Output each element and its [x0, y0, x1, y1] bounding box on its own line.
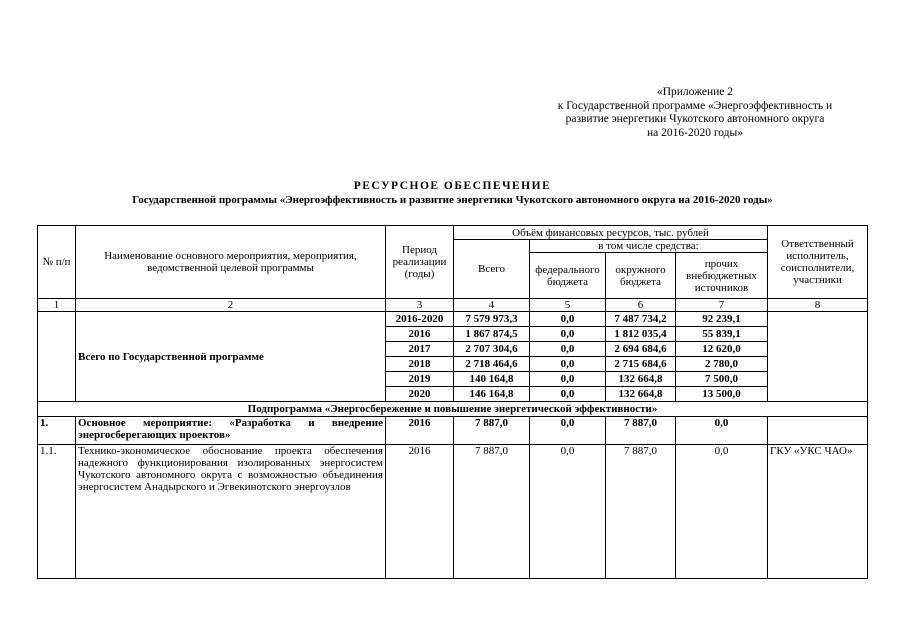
- total-responsible-cell: [768, 312, 868, 402]
- main-activity-num: 1.: [38, 417, 76, 445]
- total-row: [38, 312, 868, 327]
- total-num-cell: [38, 312, 76, 402]
- col-number: 8: [768, 299, 868, 312]
- header-volume: Объём финансовых ресурсов, тыс. рублей: [454, 226, 768, 240]
- col-number: 4: [454, 299, 530, 312]
- total-sum: 2 718 464,6: [454, 357, 530, 372]
- header-num: № п/п: [38, 226, 76, 299]
- resource-table: [37, 225, 868, 579]
- appendix-line-2: к Государственной программе «Энергоэффективность и: [557, 99, 833, 112]
- header-responsible: Ответственный исполнитель, соисполнители, участники: [768, 226, 868, 299]
- total-sum: 140 164,8: [454, 372, 530, 387]
- col-number: 5: [530, 299, 606, 312]
- total-district: 1 812 035,4: [606, 327, 676, 342]
- total-sum: 146 164,8: [454, 387, 530, 402]
- total-period: 2016: [386, 327, 454, 342]
- header-district: окружного бюджета: [606, 253, 676, 299]
- total-federal: 0,0: [530, 327, 606, 342]
- header-federal: федерального бюджета: [530, 253, 606, 299]
- activity-1-1-num: 1.1.: [38, 445, 76, 579]
- activity-1-1-district: 7 887,0: [606, 445, 676, 579]
- activity-1-1-period: 2016: [386, 445, 454, 579]
- total-period: 2016-2020: [386, 312, 454, 327]
- total-federal: 0,0: [530, 357, 606, 372]
- total-other: 55 839,1: [676, 327, 768, 342]
- activity-1-1-responsible: ГКУ «УКС ЧАО»: [768, 445, 868, 579]
- main-activity-row: [38, 417, 868, 445]
- total-district: 132 664,8: [606, 387, 676, 402]
- subprogram-row: [38, 402, 868, 417]
- main-activity-total: 7 887,0: [454, 417, 530, 445]
- total-other: 13 500,0: [676, 387, 768, 402]
- total-period: 2019: [386, 372, 454, 387]
- activity-1-1-total: 7 887,0: [454, 445, 530, 579]
- main-activity-other: 0,0: [676, 417, 768, 445]
- header-other: прочих внебюджетных источников: [676, 253, 768, 299]
- total-federal: 0,0: [530, 372, 606, 387]
- main-activity-period: 2016: [386, 417, 454, 445]
- total-district: 7 487 734,2: [606, 312, 676, 327]
- main-activity-name: Основное мероприятие: «Разработка и внедрение энергосберегающих проектов»: [76, 417, 386, 445]
- total-district: 2 694 684,6: [606, 342, 676, 357]
- col-number: 2: [76, 299, 386, 312]
- col-number: 7: [676, 299, 768, 312]
- activity-1-1-row: [38, 445, 868, 579]
- total-period: 2020: [386, 387, 454, 402]
- col-number: 6: [606, 299, 676, 312]
- header-name: Наименование основного мероприятия, мероприятия, ведомственной целевой программы: [76, 226, 386, 299]
- appendix-line-4: на 2016-2020 годы»: [646, 126, 743, 139]
- total-district: 132 664,8: [606, 372, 676, 387]
- total-period: 2017: [386, 342, 454, 357]
- total-federal: 0,0: [530, 342, 606, 357]
- total-label: Всего по Государственной программе: [76, 312, 386, 402]
- total-other: 2 780,0: [676, 357, 768, 372]
- col-number: 1: [38, 299, 76, 312]
- total-federal: 0,0: [530, 387, 606, 402]
- appendix-note: [520, 86, 870, 140]
- total-other: 12 620,0: [676, 342, 768, 357]
- header-period: Период реализации (годы): [386, 226, 454, 299]
- header-including: в том числе средства:: [530, 240, 768, 253]
- total-period: 2018: [386, 357, 454, 372]
- document-subtitle: Государственной программы «Энергоэффективность и развитие энергетики Чукотского автономного округа на 2016-2020 годы»: [132, 194, 773, 206]
- total-other: 92 239,1: [676, 312, 768, 327]
- appendix-line-1: «Приложение 2: [656, 86, 734, 98]
- col-number: 3: [386, 299, 454, 312]
- total-other: 7 500,0: [676, 372, 768, 387]
- total-sum: 2 707 304,6: [454, 342, 530, 357]
- subprogram-title: Подпрограмма «Энергосбережение и повышение энергетической эффективности»: [38, 402, 868, 417]
- total-district: 2 715 684,6: [606, 357, 676, 372]
- activity-1-1-federal: 0,0: [530, 445, 606, 579]
- document-title: РЕСУРСНОЕ ОБЕСПЕЧЕНИЕ: [353, 180, 552, 192]
- main-activity-district: 7 887,0: [606, 417, 676, 445]
- total-sum: 1 867 874,5: [454, 327, 530, 342]
- total-sum: 7 579 973,3: [454, 312, 530, 327]
- activity-1-1-other: 0,0: [676, 445, 768, 579]
- appendix-line-3: развитие энергетики Чукотского автономного округа: [565, 113, 825, 125]
- total-federal: 0,0: [530, 312, 606, 327]
- main-activity-federal: 0,0: [530, 417, 606, 445]
- activity-1-1-name: Технико-экономическое обоснование проекта обеспечения надежного функционирования изолированных энергосистем Чукотского автономного округа с возможностью объединения энергосистем Анадырского и Эгвекинотского энергоузлов: [76, 445, 386, 579]
- header-total: Всего: [454, 240, 530, 299]
- main-activity-responsible: [768, 417, 868, 445]
- column-numbers-row: [38, 299, 868, 312]
